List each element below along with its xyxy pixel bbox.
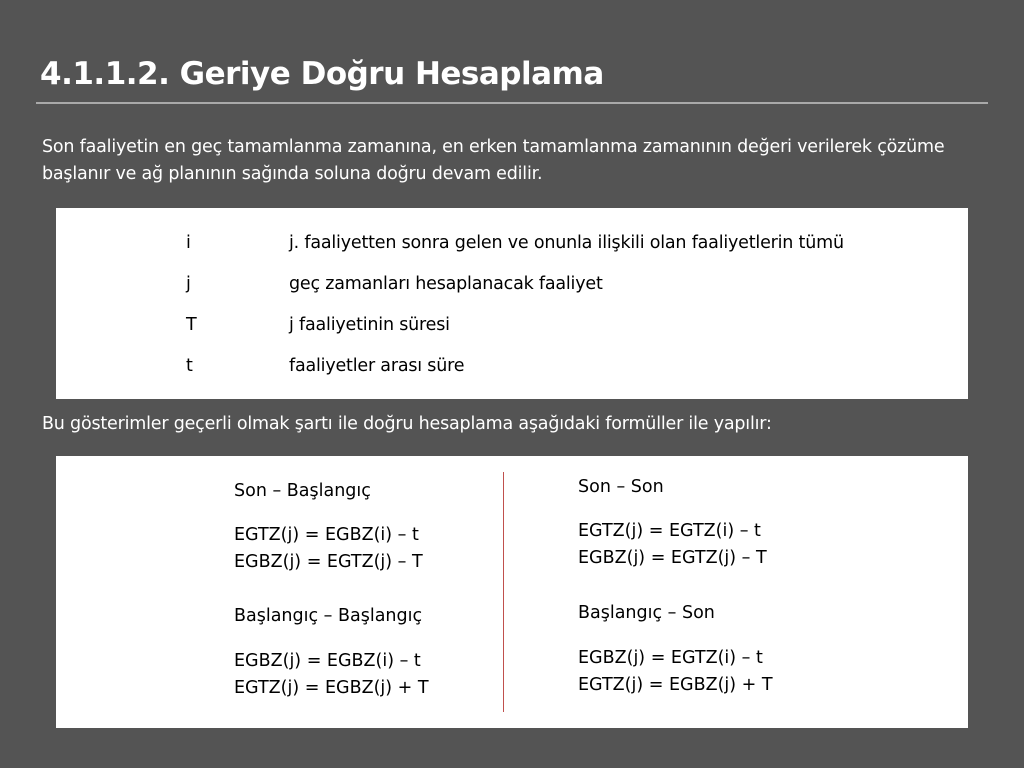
definition-row-t [56,356,968,384]
definition-description: j. faaliyetten sonra gelen ve onunla ilişkili olan faaliyetlerin tümü [289,233,844,253]
formula-line: EGBZ(j) = EGTZ(j) – T [234,552,423,572]
definition-row-i [56,233,968,261]
definition-symbol: i [186,233,191,253]
formulas-son-son [578,518,767,572]
heading-baslangic-baslangic: Başlangıç – Başlangıç [234,606,423,626]
title-divider [36,102,988,104]
formula-line: EGTZ(j) = EGBZ(i) – t [234,525,419,545]
formula-intro-text: Bu gösterimler geçerli olmak şartı ile doğru hesaplama aşağıdaki formüller ile yapılır: [42,414,772,434]
heading-son-baslangic: Son – Başlangıç [234,481,371,501]
definition-symbol: j [186,274,191,294]
definition-symbol: t [186,356,193,376]
heading-son-son: Son – Son [578,477,664,497]
formulas-son-baslangic [234,522,423,576]
formula-line: EGTZ(j) = EGBZ(j) + T [578,675,773,695]
intro-line-2: başlanır ve ağ planının sağında soluna doğru devam edilir. [42,164,543,184]
definition-symbol: T [186,315,197,335]
definitions-box [56,208,968,399]
heading-baslangic-son: Başlangıç – Son [578,603,715,623]
intro-line-1: Son faaliyetin en geç tamamlanma zamanına, en erken tamamlanma zamanının değeri verilerek çözüme [42,137,945,157]
formula-line: EGBZ(j) = EGBZ(i) – t [234,651,421,671]
formulas-baslangic-baslangic [234,648,429,702]
column-divider [503,472,504,712]
formula-line: EGBZ(j) = EGTZ(j) – T [578,548,767,568]
formula-line: EGTZ(j) = EGBZ(j) + T [234,678,429,698]
intro-paragraph [42,134,1010,188]
formulas-box [56,456,968,728]
definition-description: geç zamanları hesaplanacak faaliyet [289,274,603,294]
formulas-baslangic-son [578,645,773,699]
formula-line: EGBZ(j) = EGTZ(i) – t [578,648,763,668]
formula-line: EGTZ(j) = EGTZ(i) – t [578,521,761,541]
definition-description: j faaliyetinin süresi [289,315,450,335]
definition-description: faaliyetler arası süre [289,356,465,376]
definition-row-T [56,315,968,343]
slide-title: 4.1.1.2. Geriye Doğru Hesaplama [40,56,604,92]
definition-row-j [56,274,968,302]
